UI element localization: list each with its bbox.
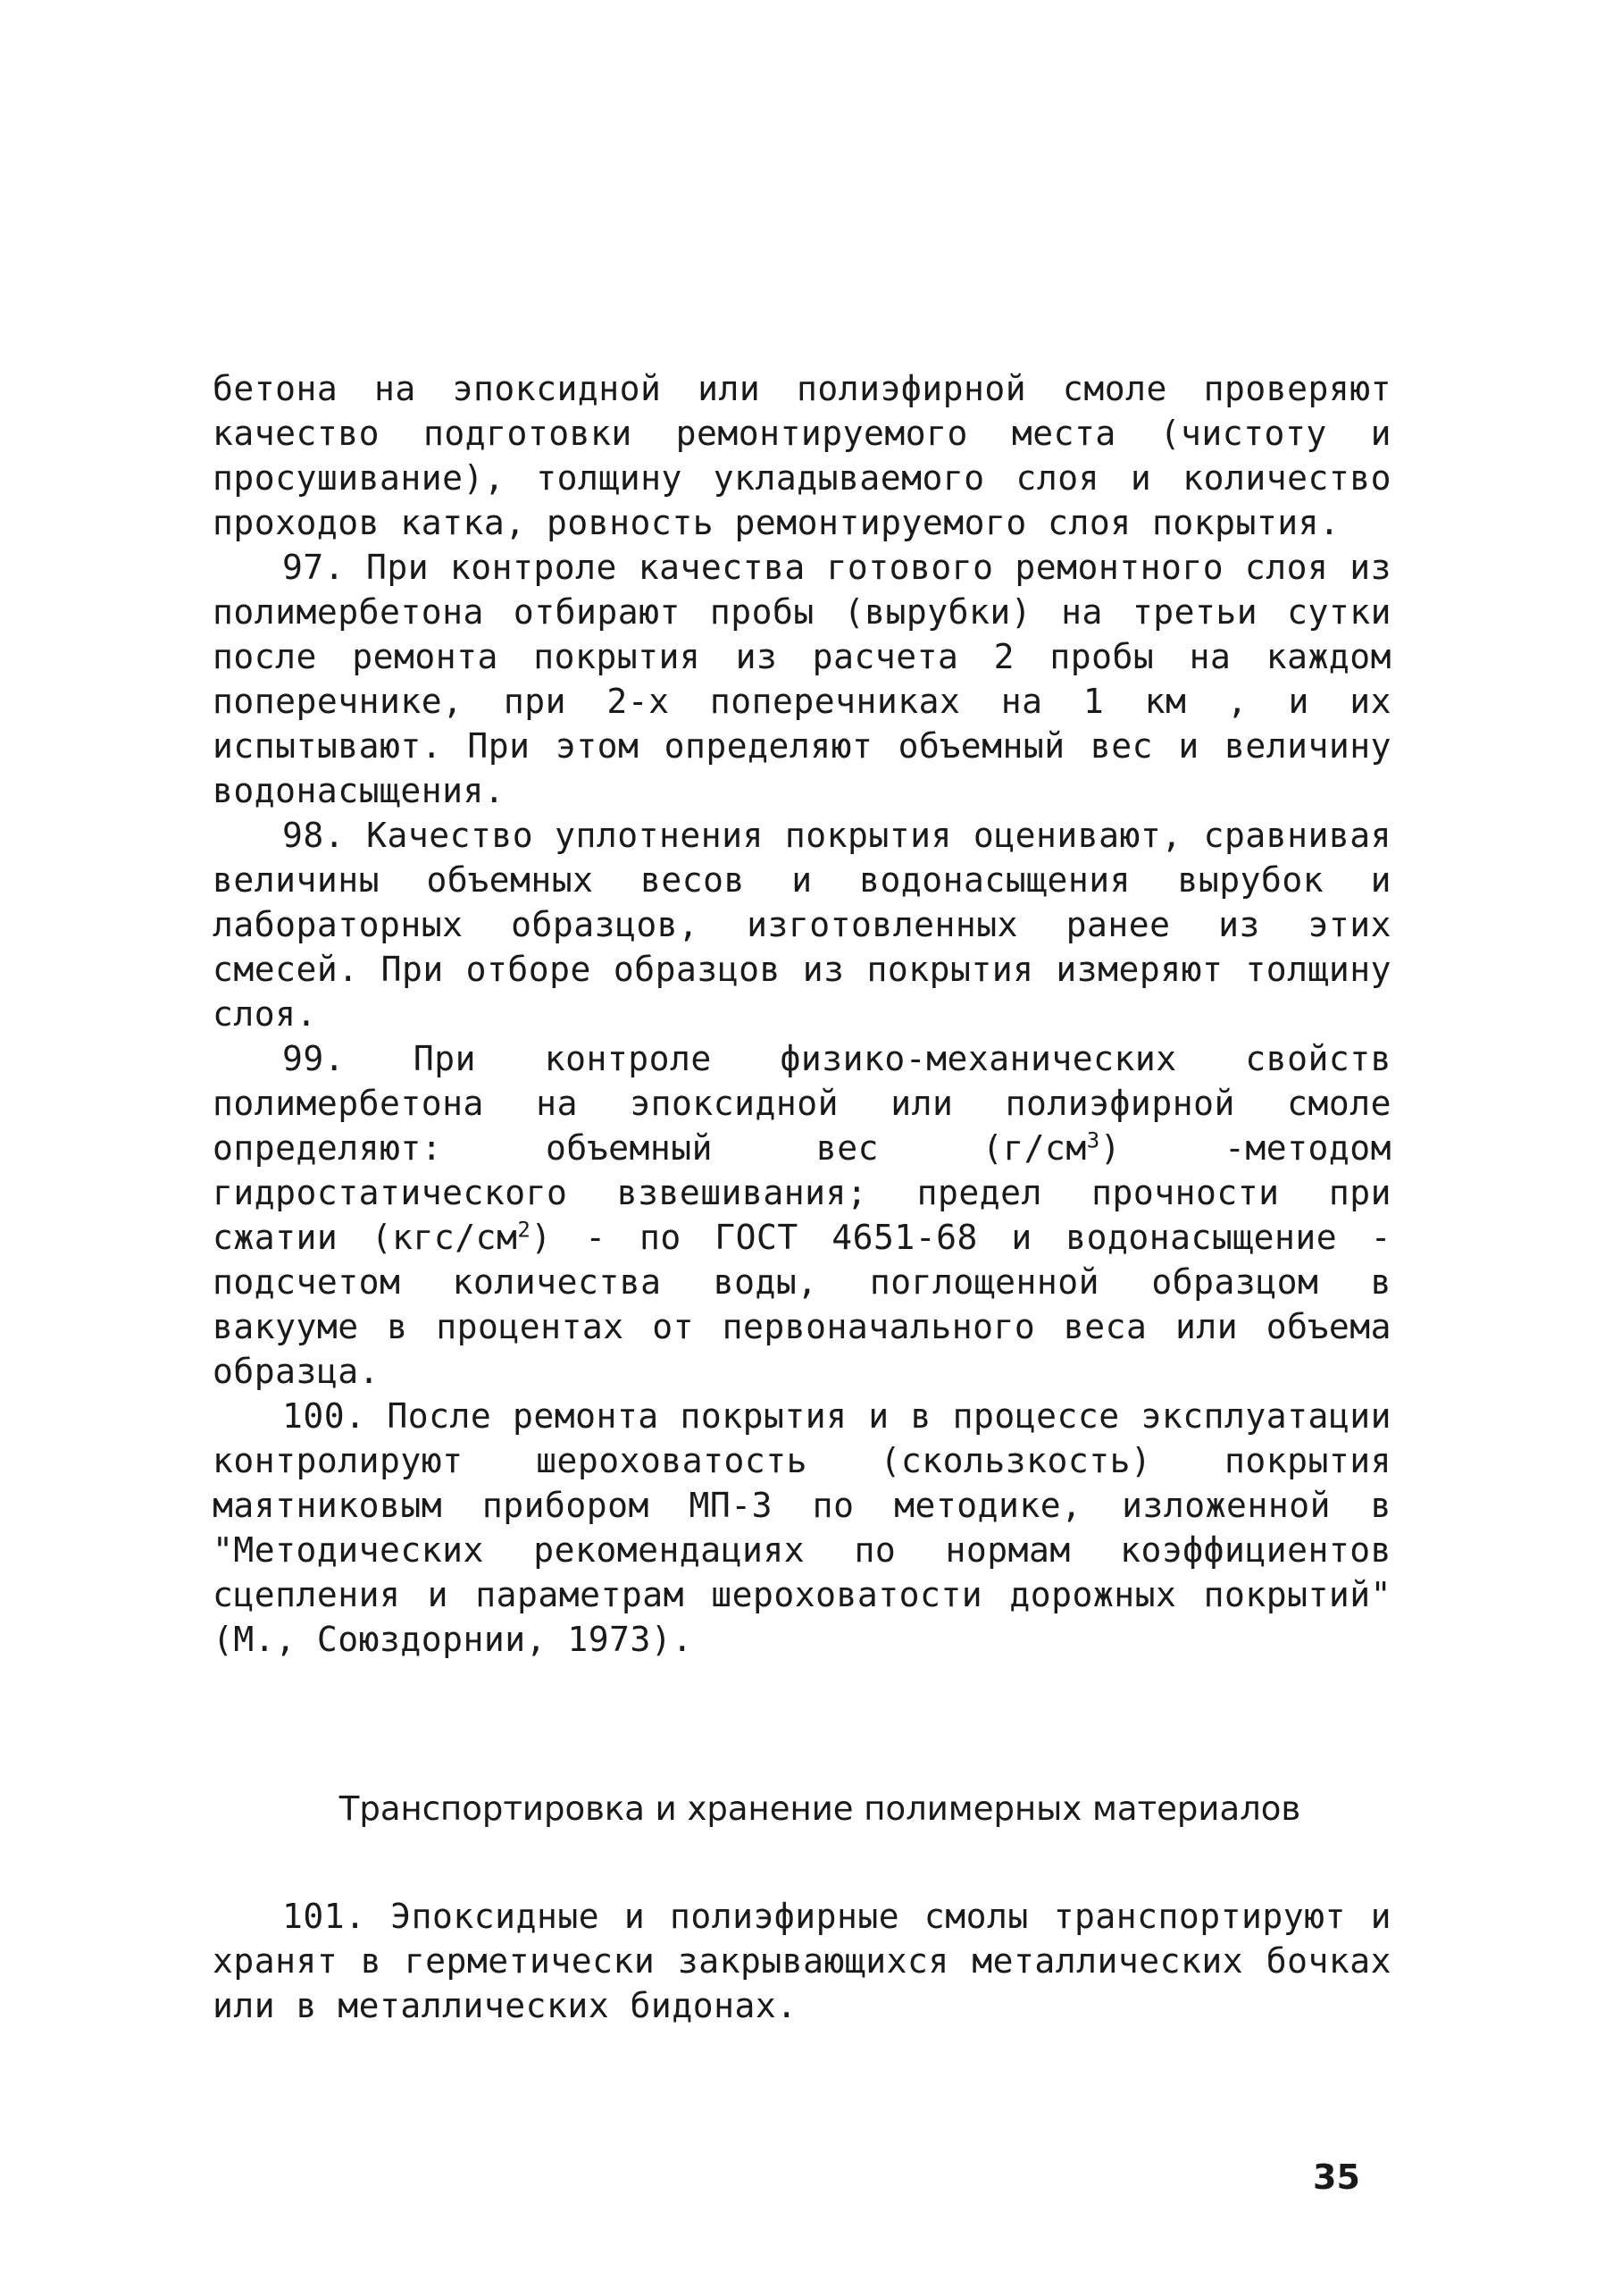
paragraph-100: [213, 1394, 1391, 1662]
section-text: [213, 1894, 1391, 2028]
paragraph-101: [213, 1894, 1391, 2028]
section-heading: Транспортировка и хранение полимерных материалов: [338, 1789, 1301, 1828]
paragraph-number: 99.: [282, 1039, 346, 1078]
main-text: [213, 366, 1391, 1662]
paragraph-98: [213, 813, 1391, 1036]
paragraph-text: ) -методом гидростатического взвешивания; предел прочности при сжатии (кгс/см: [213, 1128, 1391, 1257]
paragraph-97: [213, 545, 1391, 813]
paragraph-text: ) - по ГОСТ 4651-68 и водонасыщение - подсчетом количества воды, поглощенной образцом в вакууме в процентах от первоначального веса или объема образца.: [213, 1218, 1391, 1391]
paragraph-text: Качество уплотнения покрытия оценивают, сравнивая величины объемных весов и водонасыщения вырубок и лабораторных образцов, изготовленных ранее из этих смесей. При отборе образцов из покрытия измеряют толщину слоя.: [213, 816, 1391, 1034]
paragraph-text: После ремонта покрытия и в процессе эксплуатации контролируют шероховатость (скользкость) покрытия маятниковым прибором МП-3 по методике, изложенной в "Методических рекомендациях по нормам коэффициентов сцепления и параметрам шероховатости дорожных покрытий" (М., Союздорнии, 1973).: [213, 1396, 1391, 1659]
paragraph-text: При контроле физико-механических свойств полимербетона на эпоксидной или полиэфирной смоле определяют: объемный вес (г/см: [213, 1039, 1391, 1168]
paragraph-continuation: [213, 366, 1391, 545]
paragraph-number: 100.: [282, 1396, 366, 1436]
paragraph-number: 98.: [282, 816, 346, 855]
paragraph-number: 97.: [282, 548, 346, 587]
superscript: 2: [517, 1217, 531, 1243]
page-number: 35: [1313, 2158, 1360, 2197]
paragraph-text: При контроле качества готового ремонтного слоя из полимербетона отбирают пробы (вырубки) на третьи сутки после ремонта покрытия из расчета 2 пробы на каждом поперечнике, при 2-х поперечниках на 1 км , и их испытывают. При этом определяют объемный вес и величину водонасыщения.: [213, 548, 1391, 810]
paragraph-99: [213, 1036, 1391, 1394]
paragraph-text: Эпоксидные и полиэфирные смолы транспортируют и хранят в герметически закрывающихся металлических бочках или в металлических бидонах.: [213, 1897, 1391, 2025]
paragraph-number: 101.: [282, 1897, 366, 1936]
paragraph-text: бетона на эпоксидной или полиэфирной смоле проверяют качество подготовки ремонтируемого места (чистоту и просушивание), толщину укладываемого слоя и количество проходов катка, ровность ремонтируемого слоя покрытия.: [213, 369, 1391, 542]
superscript: 3: [1086, 1127, 1100, 1153]
